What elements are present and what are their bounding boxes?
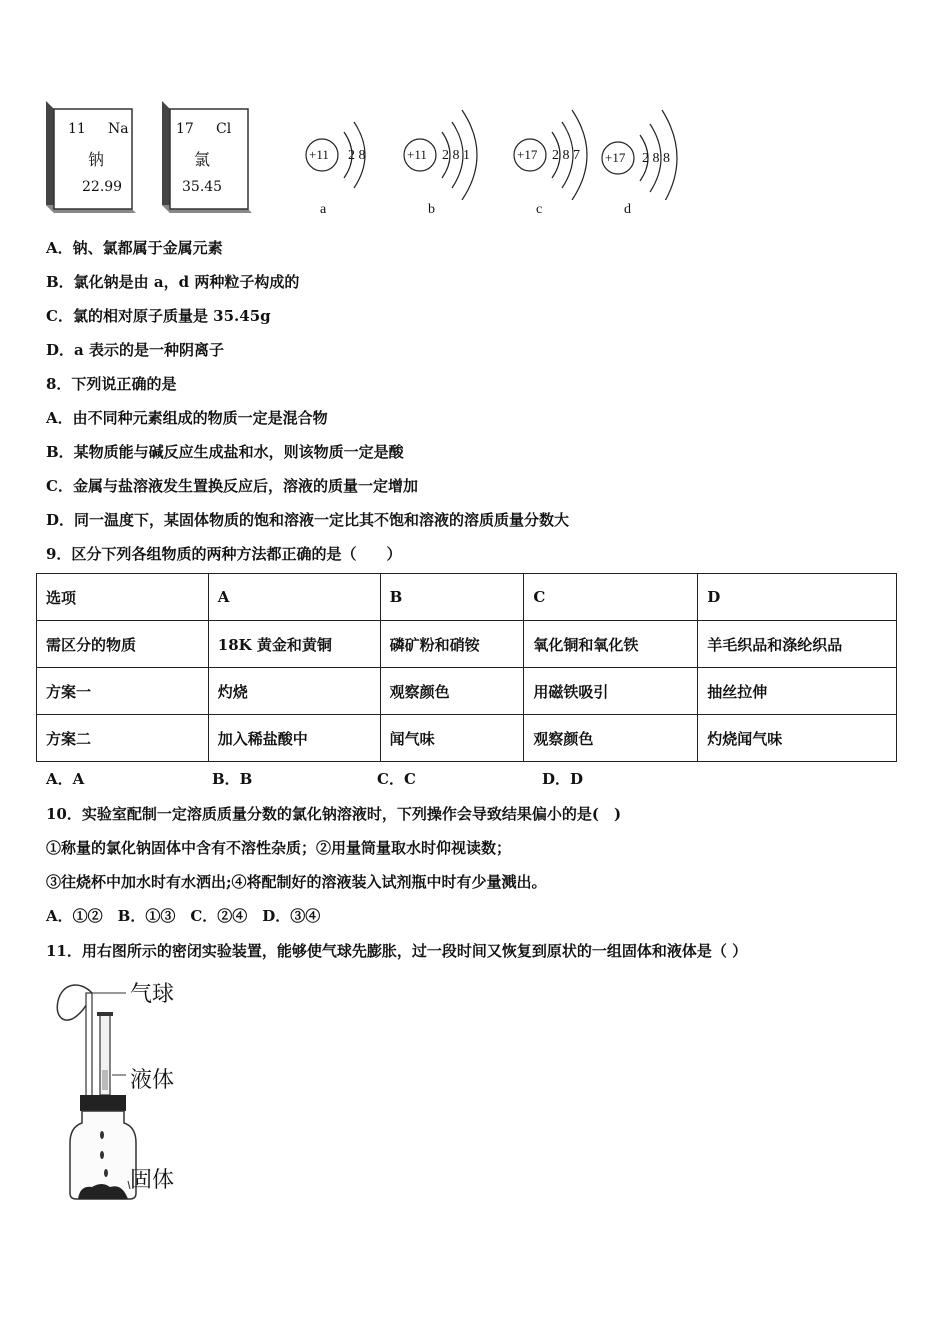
q10-line2: ③往烧杯中加水时有水洒出;④将配制好的溶液装入试剂瓶中时有少量溅出。: [46, 873, 547, 891]
table-row: 需区分的物质 18K 黄金和黄铜 磷矿粉和硝铵 氧化铜和氧化铁 羊毛织品和涤纶织品: [37, 621, 897, 668]
atom-diagram-a: +11 2 8 a: [300, 108, 390, 220]
q9-table: [36, 573, 897, 762]
q10-stem: 10．实验室配制一定溶质质量分数的氯化钠溶液时，下列操作会导致结果偏小的是( ): [46, 805, 622, 823]
atomic-number: 11: [68, 121, 86, 137]
q8-option-a: A．由不同种元素组成的物质一定是混合物: [46, 409, 328, 427]
balloon-label: 气球: [130, 982, 175, 1007]
q7-option-d: D．a 表示的是一种阴离子: [46, 341, 224, 359]
element-tile-cl: [162, 101, 252, 217]
q7-option-a: A．钠、氯都属于金属元素: [46, 239, 223, 257]
element-tile-na: [46, 101, 136, 217]
q7-option-b: B．氯化钠是由 a，d 两种粒子构成的: [46, 273, 300, 291]
atomic-mass: 35.45: [182, 179, 223, 195]
atomic-mass: 22.99: [82, 179, 123, 195]
q7-option-c: C．氯的相对原子质量是 35.45g: [46, 307, 271, 325]
q9-stem: 9．区分下列各组物质的两种方法都正确的是（ ）: [46, 545, 402, 563]
element-name: 钠: [88, 150, 105, 169]
q8-option-b: B．某物质能与碱反应生成盐和水，则该物质一定是酸: [46, 443, 404, 461]
solid-label: 固体: [130, 1168, 175, 1193]
element-symbol: Cl: [216, 121, 232, 137]
q9-option-b: B．B: [212, 770, 253, 788]
q10-line1: ①称量的氯化钠固体中含有不溶性杂质；②用量筒量取水时仰视读数；: [46, 839, 512, 857]
q8-option-d: D．同一温度下，某固体物质的饱和溶液一定比其不饱和溶液的溶质质量分数大: [46, 511, 570, 529]
apparatus-diagram: [50, 975, 200, 1205]
atom-diagram-c: +17 2 8 7 c: [508, 100, 608, 220]
q9-option-d: D．D: [542, 770, 584, 788]
element-symbol: Na: [108, 121, 129, 137]
table-row: 方案二 加入稀盐酸中 闻气味 观察颜色 灼烧闻气味: [37, 715, 897, 762]
q9-option-c: C．C: [377, 770, 416, 788]
atom-diagram-d: +17 2 8 8 d: [596, 100, 696, 220]
element-name: 氯: [194, 150, 211, 169]
q10-options: A．①② B．①③ C．②④ D．③④: [46, 907, 321, 925]
q8-stem: 8．下列说正确的是: [46, 375, 177, 393]
table-row: 方案一 灼烧 观察颜色 用磁铁吸引 抽丝拉伸: [37, 668, 897, 715]
q9-option-a: A．A: [46, 770, 85, 788]
liquid-label: 液体: [130, 1068, 175, 1093]
table-row: 选项 A B C D: [37, 574, 897, 621]
atom-diagram-b: +11 2 8 1 b: [398, 100, 498, 220]
q8-option-c: C．金属与盐溶液发生置换反应后，溶液的质量一定增加: [46, 477, 418, 495]
atomic-number: 17: [176, 121, 194, 137]
q11-stem: 11．用右图所示的密闭实验装置，能够使气球先膨胀，过一段时间又恢复到原状的一组固体和液体是（ ）: [46, 942, 748, 960]
